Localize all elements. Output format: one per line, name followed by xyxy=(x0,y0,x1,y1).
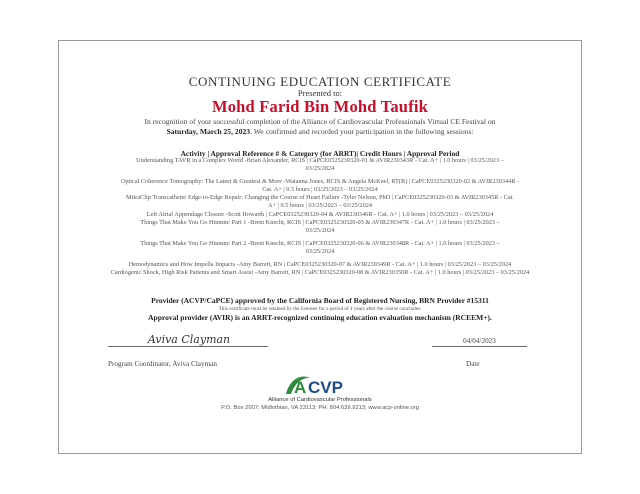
session-line: Cat. A+ | 0.5 hours | 03/25/2023 – 03/25/2024 xyxy=(262,186,378,194)
date-line xyxy=(432,346,527,347)
session-line: A+ | 0.5 hours | 03/25/2023 – 03/25/2024 xyxy=(267,202,373,210)
session-item xyxy=(80,269,560,277)
session-line: Optical Coherence Tomography: The Latest & Greatest & More -Watanna Jones, RCIS & Angela McKeel, RT(R) | CaPCE0325230320-02 & AVIR230344R - xyxy=(120,178,520,186)
acvp-logo xyxy=(280,372,360,398)
session-item xyxy=(80,157,560,173)
approval-statement: Approval provider (AVIR) is an ARRT-recognized continuing education evaluation mechanism (RCEEM+). xyxy=(148,313,492,322)
session-item xyxy=(80,194,560,210)
retention-disclaimer: This certificate must be retained by the licensee for a period of 4 years after the course concludes. xyxy=(218,306,422,312)
sessions-list xyxy=(80,157,560,277)
session-line: 03/25/2024 xyxy=(305,247,335,255)
session-line: Things That Make You Go Hmmm/ Part 2 -Brent Knecht, RCIS | CaPCE0325230320-06 & AVIR230348R - Cat. A+ | 1.0 hours | 03/25/2023 – xyxy=(140,239,500,247)
session-line: Cardiogenic Shock, High Risk Patients and Smart Assist -Amy Barrett, RN | CaPCE0325230320-08 & AVIR230350R - Cat. A+ | 1.0 hours | 03/25/2023 – 03/25/2024 xyxy=(110,269,530,277)
date-label: Date xyxy=(466,360,480,368)
signature-line xyxy=(108,346,268,347)
intro-text xyxy=(80,117,560,136)
provider-statement: Provider (ACVP/CaPCE) approved by the California Board of Registered Nursing, BRN Provider #15311 xyxy=(151,296,489,305)
session-line: 03/25/2024 xyxy=(305,165,335,173)
recipient-name: Mohd Farid Bin Mohd Taufik xyxy=(211,97,429,116)
session-item xyxy=(80,211,560,219)
organization-address: P.O. Box 2007; Midlothian, VA 23113; PH: 804.639.9213; www.acp-online.org xyxy=(221,405,419,411)
session-line: 03/25/2024 xyxy=(305,226,335,234)
session-item xyxy=(80,240,560,256)
session-item xyxy=(80,261,560,269)
event-date: Saturday, March 25, 2023 xyxy=(166,126,251,136)
issue-date: 04/04/2023 xyxy=(463,337,496,345)
session-line: Understanding TAVR in a Complex World -Brian Alexander, RCIS | CaPCE0325230320-01 & AVIR230343R - Cat. A+ | 1.0 hours | 03/25/2023 – xyxy=(136,157,504,164)
session-line: MitraClip Transcatheter Edge-to-Edge Repair: Changing the Course of Heart Failure -Tyler Nelson, PhD | CaPCE0325230320-03 & AVIR230345R - Cat. xyxy=(126,194,514,202)
sessions-heading: Activity | Approval Reference # & Category (for ARRT)| Credit Hours | Approval Period xyxy=(180,149,460,158)
intro-line-2: . We confirmed and recorded your participation in the following sessions: xyxy=(250,126,474,136)
session-item xyxy=(80,219,560,235)
svg-text:A: A xyxy=(294,378,307,397)
coordinator-label: Program Coordinator, Aviva Clayman xyxy=(108,360,217,368)
session-item xyxy=(80,178,560,194)
session-line: Left Atrial Appendage Closure -Scott Howarth | CaPCE0325230320-04 & AVIR230346R - Cat. A+ | 1.0 hours | 03/25/2023 – 03/25/2024 xyxy=(146,210,494,218)
session-line: Hemodynamics and How Impella Impacts -Amy Barrett, RN | CaPCE0325230320-07 & AVIR230349R - Cat. A+ | 1.0 hours | 03/25/2023 – 03/25/2024 xyxy=(128,261,512,269)
certificate-title: CONTINUING EDUCATION CERTIFICATE xyxy=(188,74,452,89)
svg-text:CVP: CVP xyxy=(308,378,343,397)
intro-line-1: In recognition of your successful completion of the Alliance of Cardiovascular Professionals Virtual CE Festival on xyxy=(144,117,496,126)
session-line: Things That Make You Go Hmmm/ Part 1 -Brent Knecht, RCIS | CaPCE0325230320-05 & AVIR230347R - Cat. A+ | 1.0 hours | 03/25/2023 – xyxy=(140,218,500,226)
presented-to-label: Presented to: xyxy=(297,88,343,98)
organization-name: Alliance of Cardiovascular Professionals xyxy=(268,397,372,403)
coordinator-signature: Aviva Clayman xyxy=(147,333,231,346)
